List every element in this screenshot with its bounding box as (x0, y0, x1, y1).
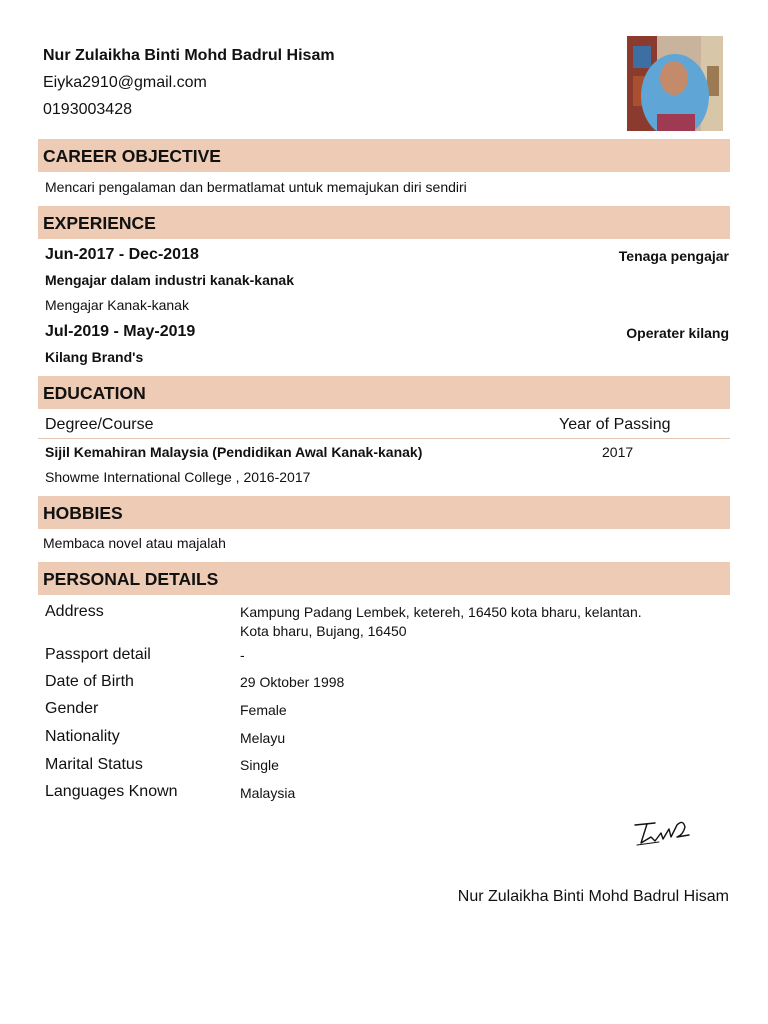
experience-period: Jul-2019 - May-2019 (45, 323, 196, 340)
section-title: EDUCATION (43, 383, 146, 403)
address-line-2: Kota bharu, Bujang, 16450 (240, 623, 407, 639)
education-year: 2017 (602, 444, 634, 460)
passport-value: - (240, 647, 245, 663)
section-title: CAREER OBJECTIVE (43, 146, 221, 166)
education-header-course: Degree/Course (45, 416, 154, 433)
hobbies-text: Membaca novel atau majalah (43, 535, 226, 551)
section-hobbies (38, 496, 730, 529)
candidate-phone: 0193003428 (43, 101, 132, 118)
languages-label: Languages Known (45, 783, 178, 800)
signature-image (633, 815, 693, 854)
marital-value: Single (240, 757, 279, 773)
section-title: HOBBIES (43, 503, 123, 523)
experience-period: Jun-2017 - Dec-2018 (45, 246, 199, 263)
candidate-name: Nur Zulaikha Binti Mohd Badrul Hisam (43, 47, 335, 64)
marital-label: Marital Status (45, 756, 143, 773)
section-education (38, 376, 730, 409)
address-line-1: Kampung Padang Lembek, ketereh, 16450 kota bharu, kelantan. (240, 604, 642, 620)
experience-role: Operater kilang (626, 325, 729, 341)
education-course: Sijil Kemahiran Malaysia (Pendidikan Awal Kanak-kanak) (45, 444, 423, 460)
nationality-value: Melayu (240, 730, 286, 746)
candidate-email: Eiyka2910@gmail.com (43, 74, 207, 91)
profile-photo (627, 36, 723, 131)
experience-company: Kilang Brand's (45, 349, 144, 365)
nationality-label: Nationality (45, 728, 120, 745)
section-title: PERSONAL DETAILS (43, 569, 219, 589)
address-label: Address (45, 603, 104, 620)
education-institution: Showme International College , 2016-2017 (45, 469, 311, 485)
dob-value: 29 Oktober 1998 (240, 674, 345, 690)
experience-company: Mengajar dalam industri kanak-kanak (45, 272, 294, 288)
gender-value: Female (240, 702, 287, 718)
section-title: EXPERIENCE (43, 213, 156, 233)
education-header-year: Year of Passing (559, 416, 671, 433)
section-experience (38, 206, 730, 239)
section-career-objective (38, 139, 730, 172)
experience-description: Mengajar Kanak-kanak (45, 297, 189, 313)
section-personal-details (38, 562, 730, 595)
signature-name: Nur Zulaikha Binti Mohd Badrul Hisam (457, 888, 729, 905)
gender-label: Gender (45, 700, 99, 717)
passport-label: Passport detail (45, 646, 151, 663)
languages-value: Malaysia (240, 785, 296, 801)
experience-role: Tenaga pengajar (618, 248, 729, 264)
dob-label: Date of Birth (45, 673, 134, 690)
career-objective-text: Mencari pengalaman dan bermatlamat untuk memajukan diri sendiri (45, 179, 467, 195)
education-divider (38, 438, 730, 439)
